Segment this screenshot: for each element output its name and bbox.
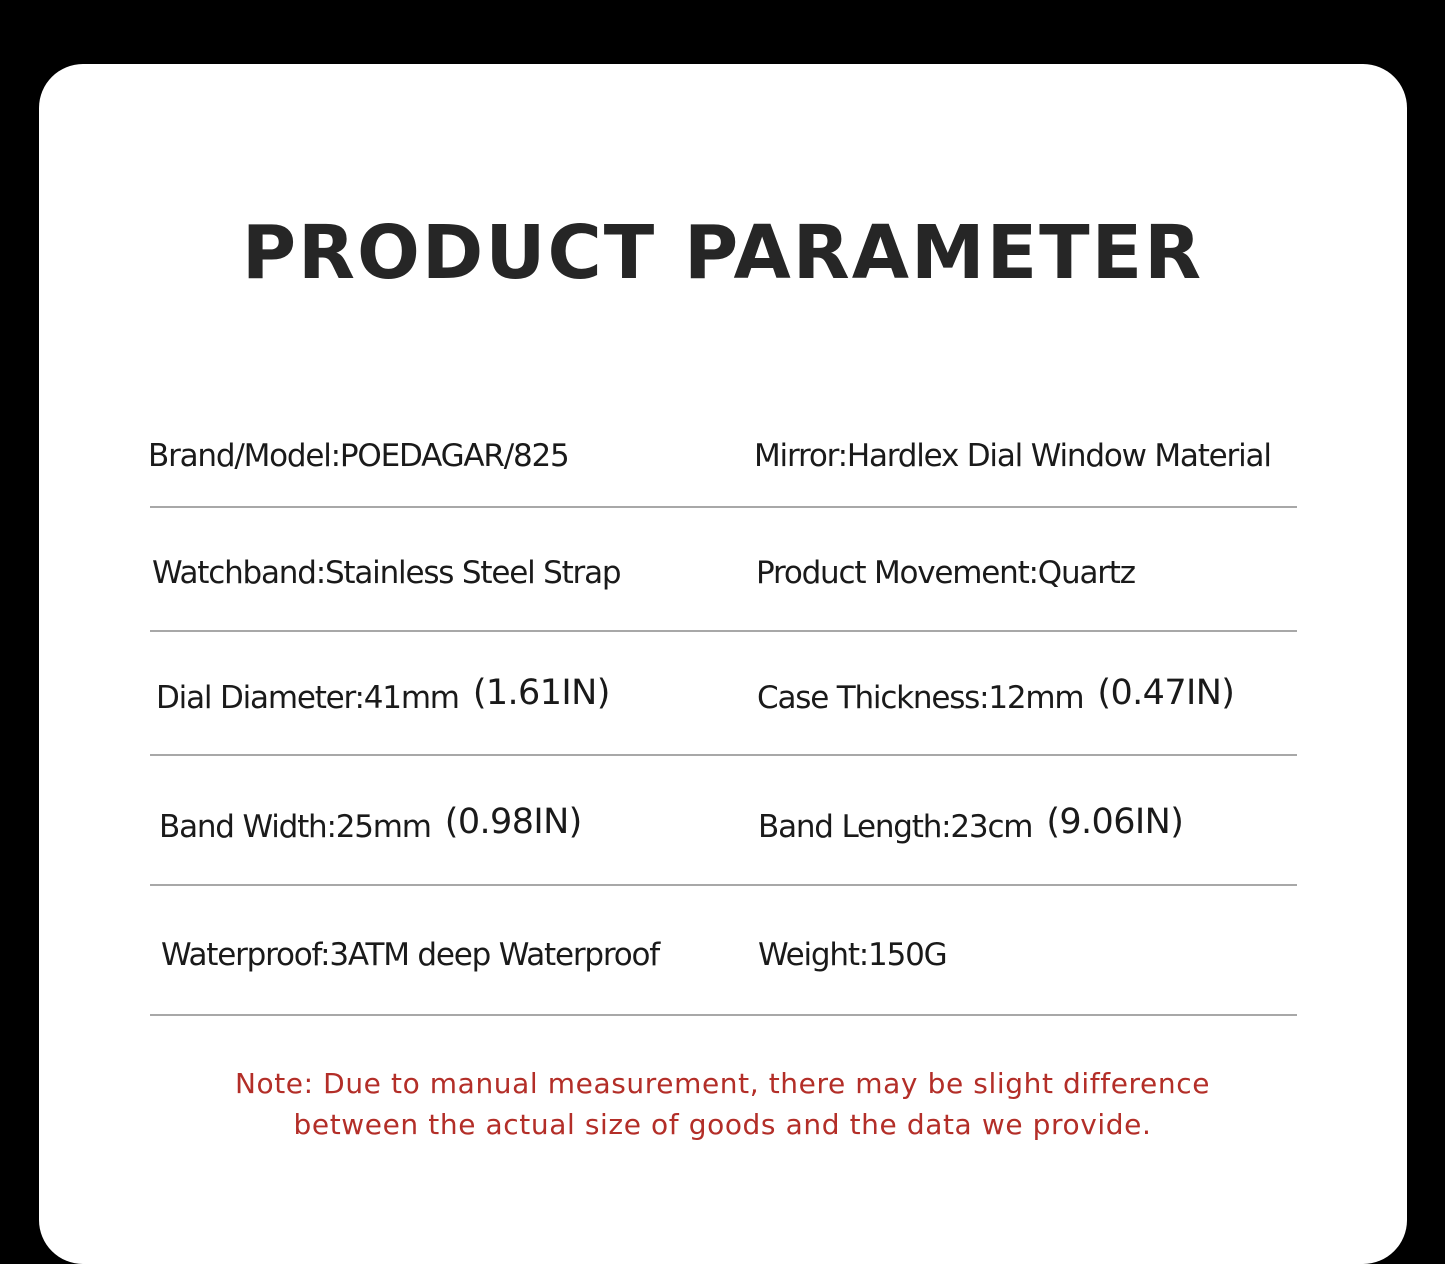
param-label: Watchband:Stainless Steel Strap <box>152 555 621 591</box>
param-label: Band Length:23cm <box>758 809 1033 845</box>
param-band-length <box>758 802 1184 847</box>
param-watchband <box>152 553 620 593</box>
param-inch-value: (0.98IN) <box>444 802 582 842</box>
param-label: Mirror:Hardlex Dial Window Material <box>754 438 1271 474</box>
param-band-width <box>159 802 582 847</box>
param-weight <box>758 935 946 975</box>
row-divider <box>150 630 1297 632</box>
param-movement <box>756 553 1135 593</box>
page-title: PRODUCT PARAMETER <box>241 210 1204 296</box>
note-line-2: between the actual size of goods and the data we provide. <box>293 1108 1152 1141</box>
row-divider <box>150 1014 1297 1016</box>
param-inch-value: (9.06IN) <box>1046 802 1184 842</box>
param-label: Band Width:25mm <box>159 809 431 845</box>
row-divider <box>150 884 1297 886</box>
param-label: Dial Diameter:41mm <box>156 680 459 716</box>
param-label: Weight:150G <box>758 937 947 973</box>
param-inch-value: (1.61IN) <box>472 673 610 713</box>
note-line-1: Note: Due to manual measurement, there may be slight difference <box>234 1067 1211 1100</box>
param-waterproof <box>161 935 659 975</box>
param-case-thickness <box>757 673 1235 718</box>
param-mirror <box>754 436 1271 476</box>
row-divider <box>150 754 1297 756</box>
param-label: Brand/Model:POEDAGAR/825 <box>148 438 569 474</box>
param-label: Product Movement:Quartz <box>756 555 1135 591</box>
param-dial-diameter <box>156 673 610 718</box>
param-inch-value: (0.47IN) <box>1097 673 1235 713</box>
param-label: Waterproof:3ATM deep Waterproof <box>161 937 660 973</box>
row-divider <box>150 506 1297 508</box>
param-brand-model <box>148 436 569 476</box>
param-label: Case Thickness:12mm <box>757 680 1084 716</box>
